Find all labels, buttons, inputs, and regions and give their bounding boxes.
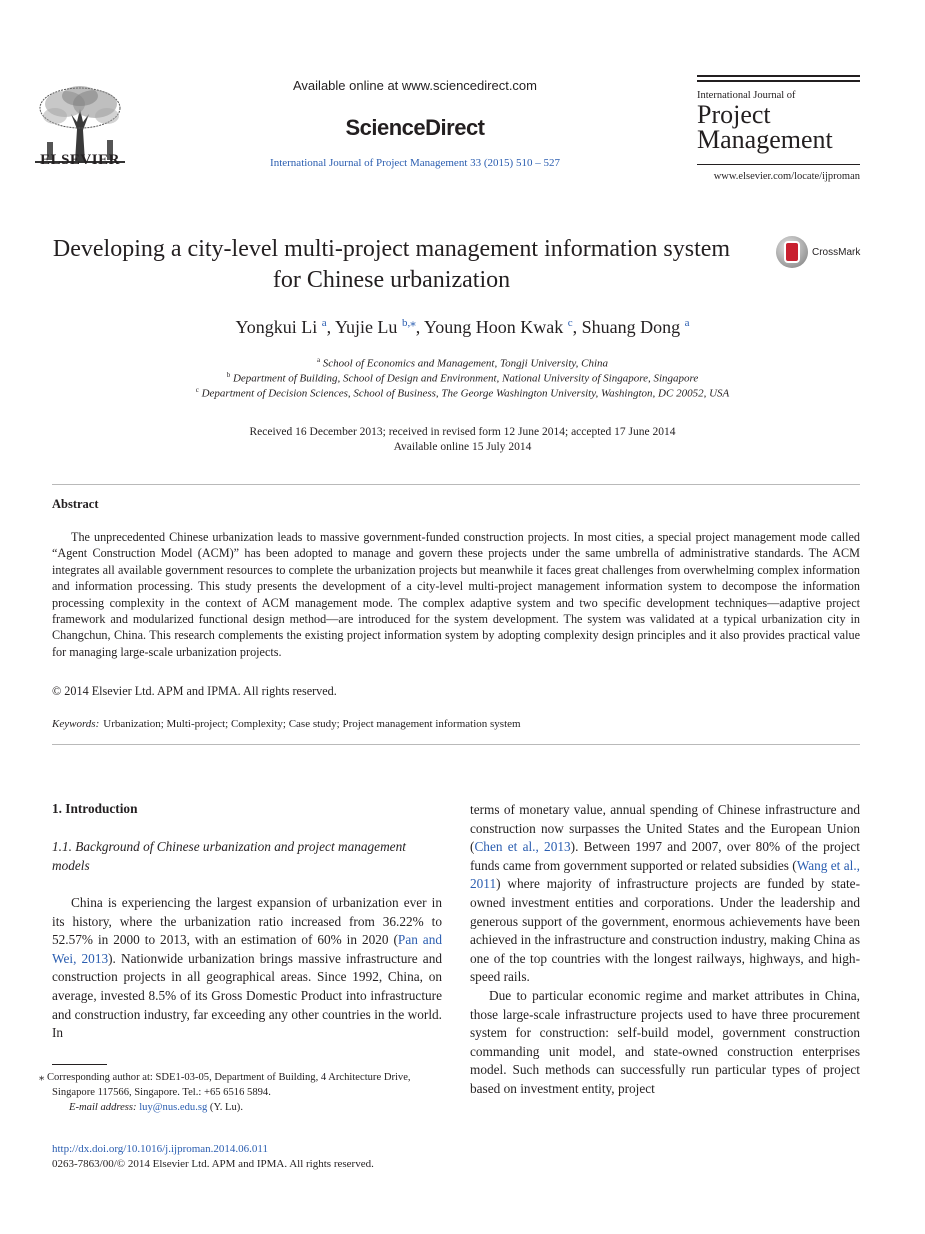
- author-affiliation-marker[interactable]: a: [684, 317, 690, 329]
- journal-reference-link[interactable]: International Journal of Project Management 33 (2015) 510 – 527: [270, 157, 560, 169]
- affiliation: [40, 371, 885, 385]
- keywords: [52, 718, 860, 730]
- paragraph-text: terms of monetary value, annual spending of Chinese infrastructure and construction now surpasses the United States and the European Union (: [470, 802, 860, 855]
- abstract-heading: Abstract: [52, 497, 99, 511]
- abstract-copyright: © 2014 Elsevier Ltd. APM and IPMA. All rights reserved.: [52, 684, 337, 698]
- right-column: [470, 801, 860, 1099]
- affiliation-text: Department of Building, School of Design and Environment, National University of Singapore, Singapore: [232, 372, 699, 385]
- available-date: Available online 15 July 2014: [393, 441, 532, 453]
- paragraph-text: ) where majority of infrastructure projects are funded by state-owned investment entities and corporations. Under the leadership and generous support of the government, enormous achievements have been achieved in the infrastructure and construction industry, making China as one of the top countries with the longest railways, highways, and high-speed rails.: [470, 876, 860, 985]
- doi-link[interactable]: http://dx.doi.org/10.1016/j.ijproman.2014.06.011: [52, 1143, 269, 1155]
- citation-link[interactable]: Wang et al., 2011: [470, 857, 860, 892]
- author-separator: ,: [572, 317, 582, 337]
- author-list: [50, 316, 875, 338]
- article-title: Developing a city-level multi-project management information system for Chinese urbanization: [52, 236, 731, 293]
- author-affiliation-marker[interactable]: a: [321, 317, 327, 329]
- affiliation: [40, 356, 885, 370]
- author-name[interactable]: Yujie Lu: [334, 317, 398, 337]
- abstract-text: The unprecedented Chinese urbanization leads to massive government-funded construction projects. In most cities, a special project management mode called “Agent Construction Model (ACM)” has been adopted to manage and govern these projects under the same umbrella of administrative standards. The ACM integrates all available government resources to complete the urbanization projects but meanwhile it faces great challenges from overwhelming complex information and information processing. This study presents the development of a city-level multi-project management information system to decompose the information processing complexity in the context of ACM management mode. The complex adaptive system and two specific development techniques—adaptive project framework and modularized functional design method—are introduced for the system development. The system was validated at a typical urbanization city in Changchun, China. This research complements the existing project information system by adopting complexity design principles and it also provides practical value for managing large-scale urbanization projects.: [52, 530, 860, 659]
- section-heading: 1. Introduction: [52, 801, 138, 816]
- citation-link[interactable]: Pan and Wei, 2013: [52, 932, 443, 966]
- footnote-rule: [52, 1064, 107, 1065]
- affiliation: [40, 386, 885, 400]
- sciencedirect-logo[interactable]: ScienceDirect: [345, 115, 485, 140]
- left-column: [52, 894, 442, 1043]
- journal-logo-divider: [697, 164, 860, 165]
- paragraph-text: ). Between 1997 and 2007, over 80% of the project funds came from government supported or related subsidies (: [470, 839, 860, 873]
- author-name[interactable]: Shuang Dong: [581, 317, 681, 337]
- journal-url[interactable]: www.elsevier.com/locate/ijproman: [713, 171, 860, 182]
- journal-logo-title: [697, 102, 833, 152]
- author-affiliation-marker[interactable]: c: [567, 317, 573, 329]
- author-name[interactable]: Young Hoon Kwak: [424, 317, 564, 337]
- footnote-text: ⁎ Corresponding author at: SDE1-03-05, Department of Building, 4 Architecture Drive, Singapore 117566, Singapore. Tel.: +65 6516 5894.: [39, 1072, 411, 1098]
- paragraph: Due to particular economic regime and market attributes in China, those large-scale infrastructure projects used to have three procurement system for construction: self-build model, government construction commanding unit model, and state-owned construction enterprises model. Such methods can successfully run particular types of project based on investment entity, project: [470, 987, 860, 1096]
- author-separator: ,: [326, 317, 335, 337]
- paragraph-text: China is experiencing the largest expansion of urbanization ever in its history, where the urbanization ratio increased from 36.22% to 52.57% in 2000 to 2013, with an estimation of 60% in 2020 (: [52, 895, 442, 948]
- corresponding-author-footnote: [39, 1070, 447, 1115]
- paragraph: [470, 801, 860, 987]
- email-link[interactable]: luy@nus.edu.sg: [139, 1102, 208, 1113]
- divider: [52, 744, 860, 745]
- available-online-text: Available online at www.sciencedirect.com: [293, 78, 537, 93]
- affiliation-marker: b: [226, 371, 231, 379]
- author-name[interactable]: Yongkui Li: [235, 317, 318, 337]
- crossmark-label: CrossMark: [812, 247, 861, 258]
- keywords-list: Urbanization; Multi-project; Complexity; Case study; Project management information system: [103, 718, 521, 730]
- paragraph-text: ). Nationwide urbanization brings massive infrastructure and construction projects in all geographical areas. Since 1992, China, on average, invested 8.5% of its Gross Domestic Product into infrastructure and construction industry, far exceeding any other countries in the world. In: [52, 950, 442, 1041]
- received-dates: Received 16 December 2013; received in revised form 12 June 2014; accepted 17 June 2014: [249, 426, 676, 438]
- affiliation-marker: a: [316, 356, 321, 364]
- journal-logo-rules: [697, 75, 860, 85]
- author-separator: ,: [415, 317, 425, 337]
- divider: [52, 484, 860, 485]
- citation-link[interactable]: Chen et al., 2013: [474, 839, 571, 855]
- author-affiliation-marker[interactable]: b,⁎: [401, 317, 416, 329]
- affiliation-text: Department of Decision Sciences, School of Business, The George Washington University, Washington, DC 20052, USA: [201, 387, 730, 400]
- affiliation-marker: c: [195, 386, 199, 394]
- affiliation-text: School of Economics and Management, Tongji University, China: [322, 357, 609, 370]
- paragraph: [52, 894, 442, 1043]
- journal-logo-line2: Management: [697, 125, 833, 154]
- crossmark-icon: [776, 236, 808, 268]
- email-suffix: (Y. Lu).: [207, 1102, 243, 1113]
- journal-logo-small: International Journal of: [697, 90, 796, 101]
- journal-logo-line1: Project: [697, 100, 771, 129]
- email-label: E-mail address:: [69, 1102, 137, 1113]
- subsection-heading: 1.1. Background of Chinese urbanization and project management models: [52, 839, 406, 873]
- issn-copyright: 0263-7863/00/© 2014 Elsevier Ltd. APM and IPMA. All rights reserved.: [52, 1158, 374, 1170]
- keywords-label: Keywords:: [52, 718, 100, 730]
- footnote-email: [52, 1100, 447, 1115]
- crossmark-badge[interactable]: [776, 236, 866, 272]
- elsevier-wordmark: ELSEVIER: [40, 152, 120, 168]
